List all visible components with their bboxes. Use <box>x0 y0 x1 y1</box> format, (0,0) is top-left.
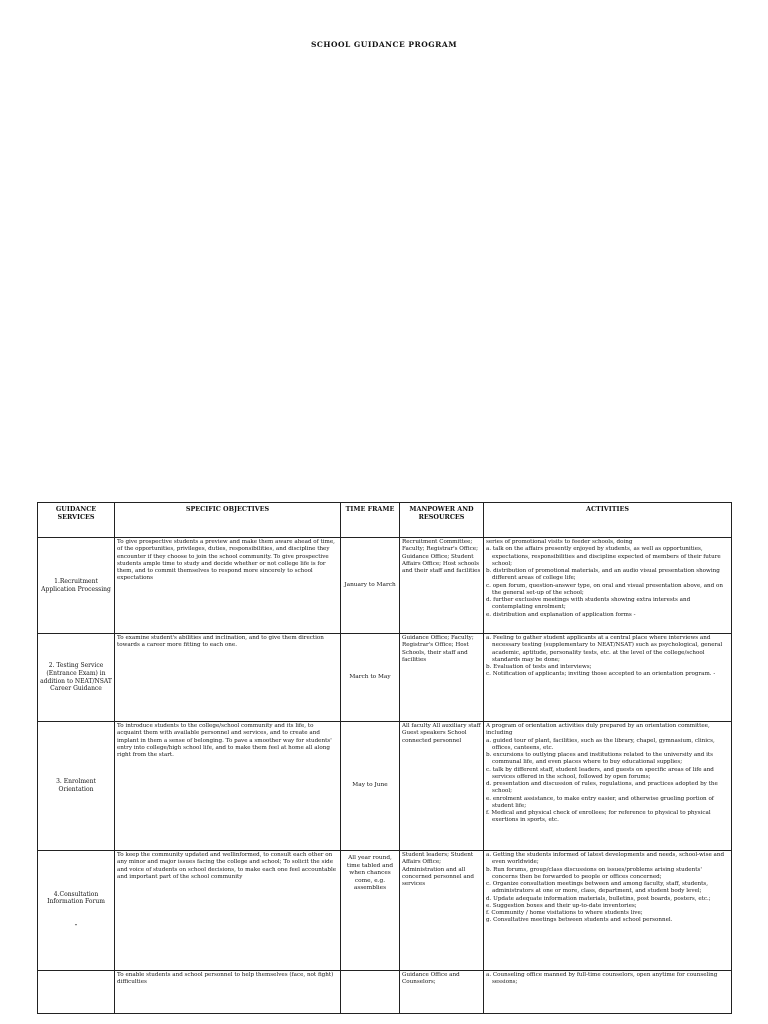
activity-item: f. Medical and physical check of enrollees; for reference to physical to physical exertions in sports, etc. <box>486 810 711 824</box>
objectives-cell: To enable students and school personnel to help themselves (face, not fight) difficulties <box>115 971 341 1014</box>
table-header-row <box>38 503 732 538</box>
activities-cell <box>484 971 732 1014</box>
header-activities: ACTIVITIES <box>484 503 732 538</box>
service-cell: 1.Recruitment Application Processing <box>38 538 115 634</box>
header-specific-objectives: SPECIFIC OBJECTIVES <box>115 503 341 538</box>
time-frame-cell: May to June <box>341 722 400 851</box>
activity-item: c. Organize consultation meetings between and among faculty, staff, students, administrators at one or more, class, department, and student body level; <box>486 881 709 895</box>
header-manpower-resources: MANPOWER AND RESOURCES <box>400 503 484 538</box>
service-cell <box>38 851 115 971</box>
activity-item: a. Counseling office manned by full-time counselors, open anytime for counseling sessions; <box>486 972 718 986</box>
activities-intro: A program of orientation activities duly prepared by an orientation committee, including <box>486 723 710 737</box>
activity-item: e. enrolment assistance, to make entry easier, and otherwise grueling portion of student life; <box>486 795 714 809</box>
service-cell: 2. Testing Service (Entrance Exam) in addition to NEAT/NSAT Career Guidance <box>38 634 115 722</box>
document-title: SCHOOL GUIDANCE PROGRAM <box>310 40 458 49</box>
activities-intro: series of promotional visits to feeder schools, doing <box>486 539 633 545</box>
table-row <box>38 722 732 851</box>
activities-cell <box>484 722 732 851</box>
objectives-cell: To examine student's abilities and inclination, and to give them direction towards a career more fitting to each one. <box>115 634 341 722</box>
activities-cell <box>484 634 732 722</box>
activity-item: d. further exclusive meetings with students showing extra interests and contemplating enrolment; <box>486 597 691 611</box>
service-cell: 3. Enrolment Orientation <box>38 722 115 851</box>
activity-item: c. talk by different staff, student leaders, and guests on specific areas of life and services offered in the school, followed by open forums; <box>486 766 714 780</box>
activity-item: d. Update adequate information materials, bulletins, post boards, posters, etc.; <box>486 895 711 902</box>
time-frame-cell <box>341 971 400 1014</box>
service-label: 4.Consultation Information Forum <box>47 890 105 906</box>
activities-cell <box>484 851 732 971</box>
time-frame-cell: March to May <box>341 634 400 722</box>
time-frame-cell: January to March <box>341 538 400 634</box>
manpower-cell: All faculty All auxiliary staff Guest speakers School connected personnel <box>400 722 484 851</box>
activity-item: a. talk on the affairs presently enjoyed by students, as well as opportunities, expectations, responsibilities and discipline expected of members of their future school; <box>486 546 721 567</box>
activity-item: b. Evaluation of tests and interviews; <box>486 664 592 671</box>
table-row <box>38 851 732 971</box>
header-time-frame: TIME FRAME <box>341 503 400 538</box>
table-row <box>38 538 732 634</box>
activity-item: b. Run forums, group/class discussions on issues/problems arising students' concerns then be forwarded to people or offices concerned; <box>486 866 702 880</box>
table-row <box>38 634 732 722</box>
activities-cell <box>484 538 732 634</box>
manpower-cell: Recruitment Committee; Faculty; Registrar's Office; Guidance Office; Student Affairs Office; Host schools and their staff and facilities <box>400 538 484 634</box>
activity-item: f. Community / home visitations to where students live; <box>486 910 643 917</box>
objectives-cell: To give prospective students a preview and make them aware ahead of time, of the opportunities, privileges, duties, responsibilities, and discipline they encounter if they choose to join the school community. To give prospective students ample time to study and decide whether or not college life is for them, and to commit themselves to respond more sincerely to school expectations <box>115 538 341 634</box>
manpower-cell: Guidance Office; Faculty; Registrar's Office; Host Schools, their staff and facilities <box>400 634 484 722</box>
activity-item: a. Feeling to gather student applicants at a central place where interviews and necessary testing (supplementary to NEAT/NSAT) such as psychological, general academic, aptitude, personality tests, etc. at the level of the college/school standards may be done; <box>486 635 723 663</box>
header-guidance-services: GUIDANCE SERVICES <box>38 503 115 538</box>
service-cell <box>38 971 115 1014</box>
guidance-program-table <box>37 502 732 1014</box>
activity-item: b. distribution of promotional materials, and an audio visual presentation showing different areas of college life; <box>486 568 720 582</box>
activity-item: e. distribution and explanation of application forms - <box>486 611 636 618</box>
activity-item: b. excursions to outlying places and institutions related to the university and its communal life, and even places where to buy educational supplies; <box>486 752 714 766</box>
objectives-cell: To introduce students to the college/school community and its life, to acquaint them with available personnel and services, and to create and implant in them a sense of belonging. To pave a smoother way for students' entry into college/high school life, and to make them feel at home all along right from the start. <box>115 722 341 851</box>
service-dash: - <box>74 920 78 930</box>
activity-item: d. presentation and discussion of rules, regulations, and practices adopted by the school; <box>486 781 718 795</box>
activity-item: a. guided tour of plant, facilities, such as the library, chapel, gymnasium, clinics, offices, canteens, etc. <box>486 737 715 751</box>
objectives-cell: To keep the community updated and wellinformed, to consult each other on any minor and major issues facing the college and school; To solicit the side and voice of students on school decisions, to make each one feel accountable and important part of the school community <box>115 851 341 971</box>
table-row <box>38 971 732 1014</box>
activity-item: c. Notification of applicants; inviting those accepted to an orientation program. - <box>486 671 716 678</box>
time-frame-cell: All year round, time tabled and when chances come, e.g. assemblies <box>341 851 400 971</box>
activity-item: a. Getting the students informed of latest developments and needs, school-wise and even worldwide; <box>486 852 725 866</box>
manpower-cell: Student leaders; Student Affairs Office; Administration and all concerned personnel and services <box>400 851 484 971</box>
manpower-cell: Guidance Office and Counselors; <box>400 971 484 1014</box>
activity-item: c. open forum, question-answer type, on oral and visual presentation above, and on the general set-up of the school; <box>486 582 723 596</box>
activity-item: g. Consultative meetings between students and school personnel. <box>486 917 673 924</box>
activity-item: e. Suggestion boxes and their up-to-date inventories; <box>486 902 637 909</box>
